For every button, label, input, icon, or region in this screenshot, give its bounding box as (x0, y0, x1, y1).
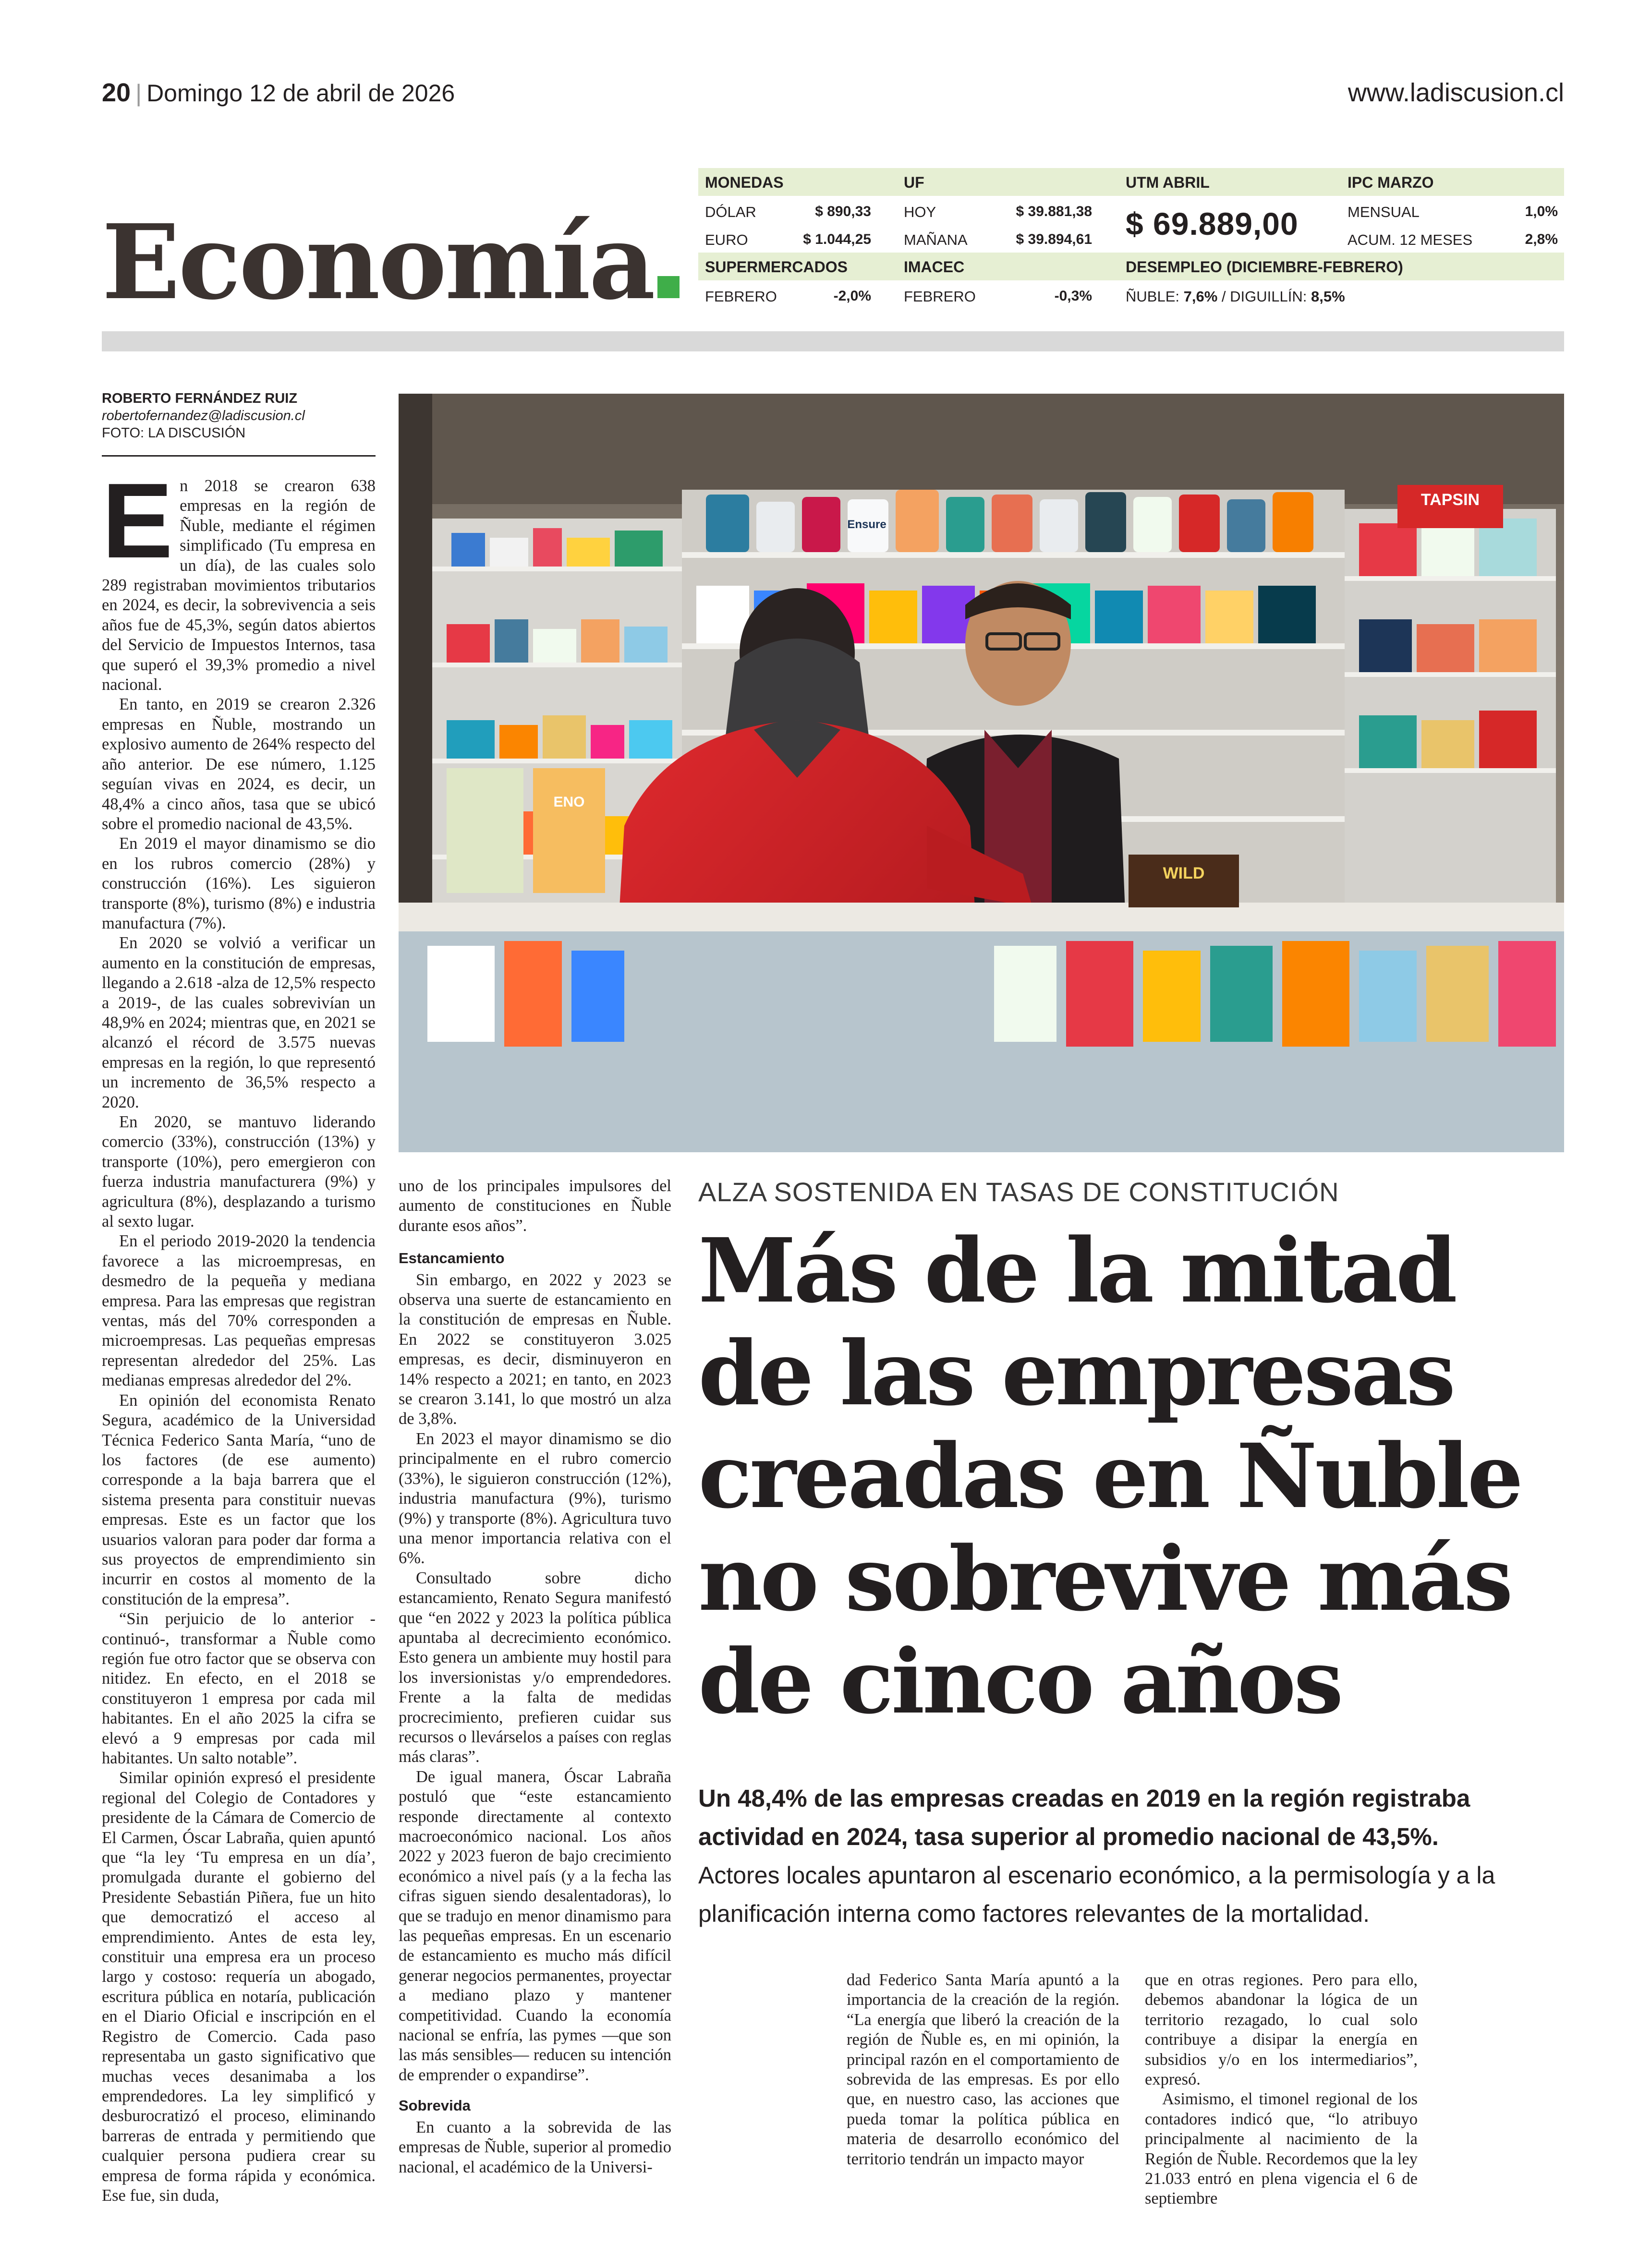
desempleo-separator: / (1221, 288, 1226, 305)
uf-manana-value: $ 39.894,61 (1016, 231, 1092, 247)
dolar-value: $ 890,33 (815, 204, 871, 219)
diguillin-value: 8,5% (1311, 288, 1345, 305)
economic-indicators (698, 168, 1564, 318)
imacec-title: IMACEC (904, 258, 965, 276)
paragraph-6: En el periodo 2019-2020 la tendencia favorece a las microempresas, en desmedro de la pequeña y mediana empresa. Para las empresas que registran ventas, más del 70% corresponden a microempresas. Las pequeñas empresas representan alrededor del 25%. Las medianas empresas alrededor del 2%. (102, 1232, 376, 1390)
pharmacy-counter-photo (399, 394, 1564, 1152)
paragraph-8: “Sin perjuicio de lo anterior -continuó-, transformar a Ñuble como región fue otro factor que se observa con nitidez. En efecto, en el 2018 se constituyeron 1 empresa por cada mil habitantes. En el año 2025 la cifra se elevó a 9 empresas por cada mil habitantes. Un salto notable”. (102, 1610, 376, 1767)
paragraph-17: que en otras regiones. Pero para ello, debemos abandonar la lógica de un territorio rezagado, lo cual solo contribuye a disipar la energía en subsidios y/o en los intermediarios”, expresó. (1145, 1971, 1418, 2089)
byline-rule (102, 455, 376, 457)
paragraph-4: En 2020 se volvió a verificar un aumento en la constitución de empresas, llegando a 2.618 -alza de 12,5% respecto a 2019-, de las cuales sobrevivían un 48,9% en 2024; mientras que, en 2021 se alcanzó el récord de 3.575 nuevas empresas en la región, lo que representó un incremento de 36,5% respecto a 2020. (102, 934, 376, 1111)
imacec-label: FEBRERO (904, 288, 976, 305)
ipc-mensual-value: 1,0% (1525, 204, 1558, 219)
utm-value: $ 69.889,00 (1126, 206, 1299, 241)
section-title (102, 202, 680, 323)
paragraph-9: Similar opinión expresó el presidente regional del Colegio de Contadores y presidente de la Cámara de Comercio de El Carmen, Óscar Labraña, quien apuntó que “la ley ‘Tu empresa en un día’, promulgada durante el gobierno del Presidente Sebastián Piñera, fue un hito que democratizó el acceso al emprendimiento. Antes de esta ley, constituir una empresa era un proceso largo y costoso: requería un abogado, escritura pública en notaría, publicación en el Diario Oficial e inscripción en el Registro de Comercio. Cada paso representaba un gasto significativo que muchas veces desanimaba a los emprendedores. La ley simplificó y desburocratizó el proceso, eliminando barreras de entrada y permitiendo que cualquier persona pudiera crear su empresa de forma rápida y económica. Ese fue, sin duda, (102, 1769, 376, 2205)
paragraph-15: En cuanto a la sobrevida de las empresas de Ñuble, superior al promedio nacional, el académico de la Universi- (399, 2118, 671, 2176)
page-header-left (102, 78, 455, 108)
author-email[interactable]: robertofernandez@ladiscusion.cl (102, 408, 305, 423)
paragraph-18: Asimismo, el timonel regional de los contadores indicó que, “lo atribuyo principalmente al nacimiento de la Región de Ñuble. Recordemos que la ley 21.033 entró en plena vigencia el 6 de septiembre (1145, 2090, 1418, 2208)
paragraph-11: Sin embargo, en 2022 y 2023 se observa una suerte de estancamiento en la constitución de empresas en Ñuble. En 2022 se constituyeron 3.025 empresas, es decir, disminuyeron en 14% respecto a 2021; en tanto, en 2023 se crearon 3.141, lo que mostró un alza de 3,8%. (399, 1270, 671, 1428)
paragraph-7: En opinión del economista Renato Segura, académico de la Universidad Técnica Federico Santa María, “uno de los factores (de ese aumento) corresponde a la baja barrera que el sistema presenta para constituir nuevas empresas. Este es un factor que los usuarios valoran para poder dar forma a sus proyectos de emprendimiento sin incurrir en costos al momento de la constitución de la empresa”. (102, 1391, 376, 1608)
ipc-acum-value: 2,8% (1525, 231, 1558, 247)
article-headline: Más de la mitad de las empresas creadas en Ñuble no sobrevive más de cinco años (698, 1219, 1521, 1734)
paragraph-1-text: n 2018 se crearon 638 empresas en la región de Ñuble, mediante el régimen simplificado (Tu empresa en un día), de las cuales solo 289 registraban movimientos tributarios en 2024, es decir, la sobrevivencia a seis años fue de 45,3%, según datos abiertos del Servicio de Impuestos Internos, tasa que superó el 39,3% promedio a nivel nacional. (102, 477, 376, 694)
ipc-title: IPC MARZO (1348, 174, 1434, 191)
supermercados-title: SUPERMERCADOS (705, 258, 848, 276)
website-link[interactable]: www.ladiscusion.cl (1348, 78, 1564, 107)
article-deck: Actores locales apuntaron al escenario económico, a la permisología y a la planificación interna como factores relevantes de la mortalidad. (698, 1862, 1495, 1927)
photo-sign-wild: WILD (1163, 864, 1205, 882)
uf-hoy-value: $ 39.881,38 (1016, 204, 1092, 219)
drop-cap: E (102, 461, 173, 580)
uf-hoy-label: HOY (904, 204, 936, 220)
uf-title: UF (904, 174, 924, 191)
utm-title: UTM ABRIL (1126, 174, 1210, 191)
article-column-3 (847, 1970, 1119, 2196)
ipc-acum-label: ACUM. 12 MESES (1348, 231, 1473, 248)
photo-credit: FOTO: LA DISCUSIÓN (102, 425, 246, 441)
supermercados-label: FEBRERO (705, 288, 777, 305)
paragraph-5: En 2020, se mantuvo liderando comercio (33%), construcción (13%) y transporte (10%), pero emergieron con fuerza industria manufacturera (9%) y agricultura (8%), desplazando a turismo al sexto lugar. (102, 1113, 376, 1231)
subhead-estancamiento: Estancamiento (399, 1250, 505, 1267)
section-title-text: Economía (102, 202, 654, 323)
desempleo-title: DESEMPLEO (DICIEMBRE-FEBRERO) (1126, 258, 1403, 276)
paragraph-10: uno de los principales impulsores del aumento de constituciones en Ñuble durante esos años”. (399, 1177, 671, 1235)
paragraph-16: dad Federico Santa María apuntó a la importancia de la creación de la región. “La energía que liberó la creación de la región de Ñuble es, en mi opinión, la principal razón en el comportamiento de sobrevida de las empresas. Es por ello que, en nuestro caso, las acciones que pueda tomar la política pública en materia de desarrollo económico del territorio tendrán un impacto mayor (847, 1971, 1119, 2168)
paragraph-1 (102, 461, 376, 695)
photo-sign-ensure: Ensure (847, 518, 886, 531)
page-number: 20 (102, 78, 131, 107)
nuble-value: 7,6% (1183, 288, 1218, 305)
euro-value: $ 1.044,25 (803, 231, 871, 247)
byline (102, 390, 376, 442)
article-column-2 (399, 1176, 671, 2184)
subhead-sobrevida: Sobrevida (399, 2097, 471, 2114)
nuble-label: ÑUBLE: (1126, 288, 1179, 305)
article-column-4 (1145, 1970, 1418, 2208)
diguillin-label: DIGUILLÍN: (1230, 288, 1307, 305)
desempleo-row (1126, 288, 1345, 305)
article-deck-bold: Un 48,4% de las empresas creadas en 2019 en la región registraba actividad en 2024, tasa superior al promedio nacional de 43,5%. (698, 1785, 1470, 1850)
section-divider-band (102, 331, 1564, 351)
euro-label: EURO (705, 231, 748, 248)
photo-sign-eno: ENO (553, 794, 585, 810)
paragraph-12: En 2023 el mayor dinamismo se dio principalmente en el rubro comercio (33%), le siguieron construcción (12%), industria manufactura (9%), turismo (9%) y transporte (8%). Agricultura tuvo una menor importancia relativa con el 6%. (399, 1429, 671, 1568)
article-photo (399, 394, 1564, 1152)
ipc-mensual-label: MENSUAL (1348, 204, 1420, 220)
paragraph-14: De igual manera, Óscar Labraña postuló que “este estancamiento responde directamente al contexto macroeconómico nacional. Los años 2022 y 2023 fueron de bajo crecimiento económico a nivel país (y a la fecha las cifras siguen siendo desalentadoras), lo que se tradujo en menor dinamismo para las pequeñas empresas. En un escenario de estancamiento es mucho más difícil generar negocios permanentes, proyectar a mediano plazo y mantener competitividad. Cuando la economía nacional se enfría, las pymes —que son las más sensibles— reducen su intención de emprender o expandirse”. (399, 1767, 671, 2084)
uf-manana-label: MAÑANA (904, 231, 968, 248)
header-separator: | (135, 80, 142, 107)
imacec-value: -0,3% (1054, 288, 1092, 304)
paragraph-13: Consultado sobre dicho estancamiento, Renato Segura manifestó que “en 2022 y 2023 la política pública apuntaba al decrecimiento económico. Esto genera un ambiente muy hostil para los inversionistas y/o emprendedores. Frente a la falta de medidas procrecimiento, prefieren cuidar sus recursos o llevárselos a países con reglas más claras”. (399, 1568, 671, 1766)
author-name: ROBERTO FERNÁNDEZ RUIZ (102, 391, 298, 406)
article-column-1 (102, 461, 376, 2205)
paragraph-2: En tanto, en 2019 se crearon 2.326 empresas en Ñuble, mostrando un explosivo aumento de 264% respecto del año anterior. De ese número, 1.125 seguían vivas en 2024, es decir, un 48,4% a cinco años, tasa que se ubicó sobre el promedio nacional de 43,5%. (102, 695, 376, 833)
photo-sign-tapsin: TAPSIN (1420, 491, 1480, 509)
dolar-label: DÓLAR (705, 204, 756, 220)
monedas-title: MONEDAS (705, 174, 784, 191)
section-square-icon (657, 276, 680, 298)
supermercados-value: -2,0% (833, 288, 871, 304)
paragraph-3: En 2019 el mayor dinamismo se dio en los rubros comercio (28%) y construcción (16%). Les siguieron transporte (8%), turismo (8%) e industria manufactura (7%). (102, 834, 376, 932)
issue-date: Domingo 12 de abril de 2026 (146, 80, 455, 107)
article-kicker: ALZA SOSTENIDA EN TASAS DE CONSTITUCIÓN (698, 1177, 1339, 1207)
